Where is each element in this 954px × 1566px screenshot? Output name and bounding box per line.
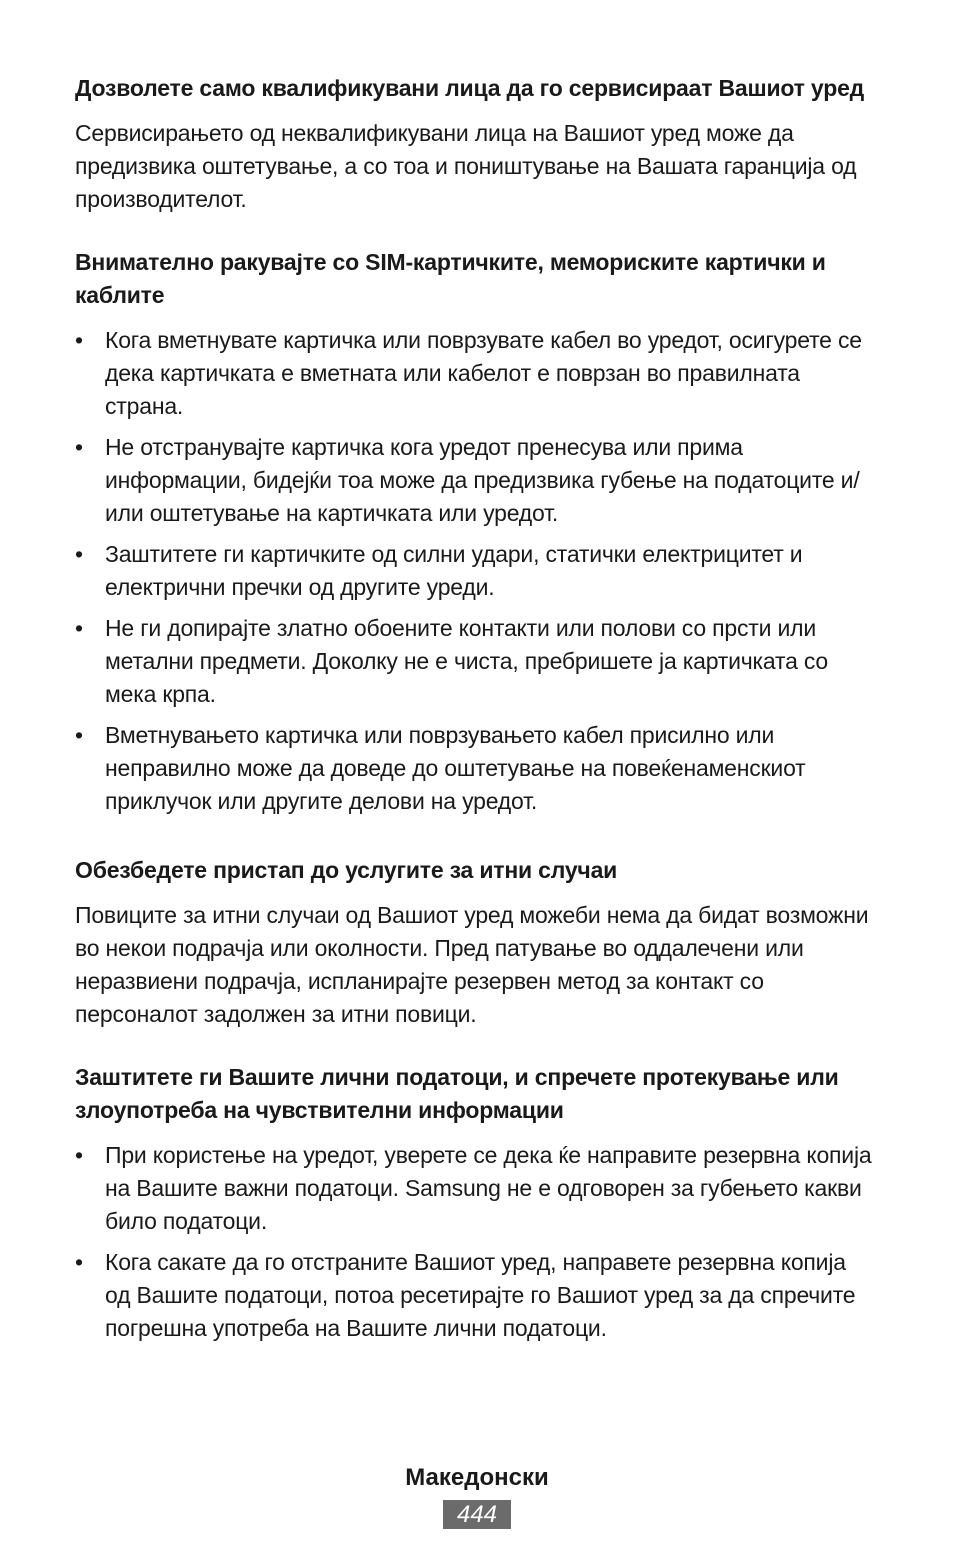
list-item-text: Не ги допирајте златно обоените контакти или полови со прсти или метални предмети. Доколку не е чиста, пребришете ја картичката со мека крпа.: [105, 615, 829, 707]
section-paragraph: Повиците за итни случаи од Вашиот уред можеби нема да бидат возможни во некои подрачја или околности. Пред патување во оддалечени или неразвиени подрачја, испланирајте резервен метод за контакт со персоналот задолжен за итни повици.: [75, 902, 869, 1027]
bullet-icon: •: [75, 615, 83, 641]
footer-language: Македонски: [405, 1464, 549, 1491]
list-item-text: Не отстранувајте картичка кога уредот пренесува или прима информации, бидејќи тоа може да предизвика губење на податоците и/или оштетување на картичката или уредот.: [105, 434, 860, 526]
section-qualified-service: [75, 72, 875, 216]
list-item: [75, 431, 875, 530]
bullet-list: [75, 1139, 875, 1345]
section-cards-cables: [75, 246, 875, 818]
list-item-text: Кога сакате да го отстраните Вашиот уред, направете резервна копија од Вашите податоци, потоа ресетирајте го Вашиот уред за да спречите погрешна употреба на Вашите лични податоци.: [105, 1249, 856, 1341]
list-item: [75, 719, 875, 818]
bullet-icon: •: [75, 327, 83, 353]
bullet-icon: •: [75, 434, 83, 460]
section-heading: Дозволете само квалификувани лица да го сервисираат Вашиот уред: [75, 75, 865, 101]
page-footer: [0, 1462, 954, 1529]
list-item: [75, 1246, 875, 1345]
list-item: [75, 538, 875, 604]
list-item-text: Вметнувањето картичка или поврзувањето кабел присилно или неправилно може да доведе до оштетување на повеќенаменскиот приклучок или другите делови на уредот.: [105, 722, 806, 814]
page-number: 444: [443, 1500, 511, 1529]
list-item: [75, 1139, 875, 1238]
bullet-icon: •: [75, 1142, 83, 1168]
list-item-text: Заштитете ги картичките од силни удари, статички електрицитет и електрични пречки од другите уреди.: [105, 541, 803, 600]
list-item-text: При користење на уредот, уверете се дека ќе направите резервна копија на Вашите важни податоци. Samsung не е одговорен за губењето какви било податоци.: [105, 1142, 872, 1234]
bullet-icon: •: [75, 1249, 83, 1275]
page-content: [75, 72, 875, 1353]
bullet-list: [75, 324, 875, 818]
list-item-text: Кога вметнувате картичка или поврзувате кабел во уредот, осигурете се дека картичката е вметната или кабелот е поврзан во правилната страна.: [105, 327, 862, 419]
list-item: [75, 324, 875, 423]
bullet-icon: •: [75, 722, 83, 748]
bullet-icon: •: [75, 541, 83, 567]
list-item: [75, 612, 875, 711]
section-paragraph: Сервисирањето од неквалификувани лица на Вашиот уред може да предизвика оштетување, а со тоа и поништување на Вашата гаранција од производителот.: [75, 120, 857, 212]
section-heading: Обезбедете пристап до услугите за итни случаи: [75, 857, 618, 883]
section-heading: Внимателно ракувајте со SIM-картичките, мемориските картички и каблите: [75, 249, 826, 308]
section-emergency-services: [75, 854, 875, 1031]
section-personal-data: [75, 1061, 875, 1345]
section-heading: Заштитете ги Вашите лични податоци, и спречете протекување или злоупотреба на чувствителни информации: [75, 1064, 839, 1123]
